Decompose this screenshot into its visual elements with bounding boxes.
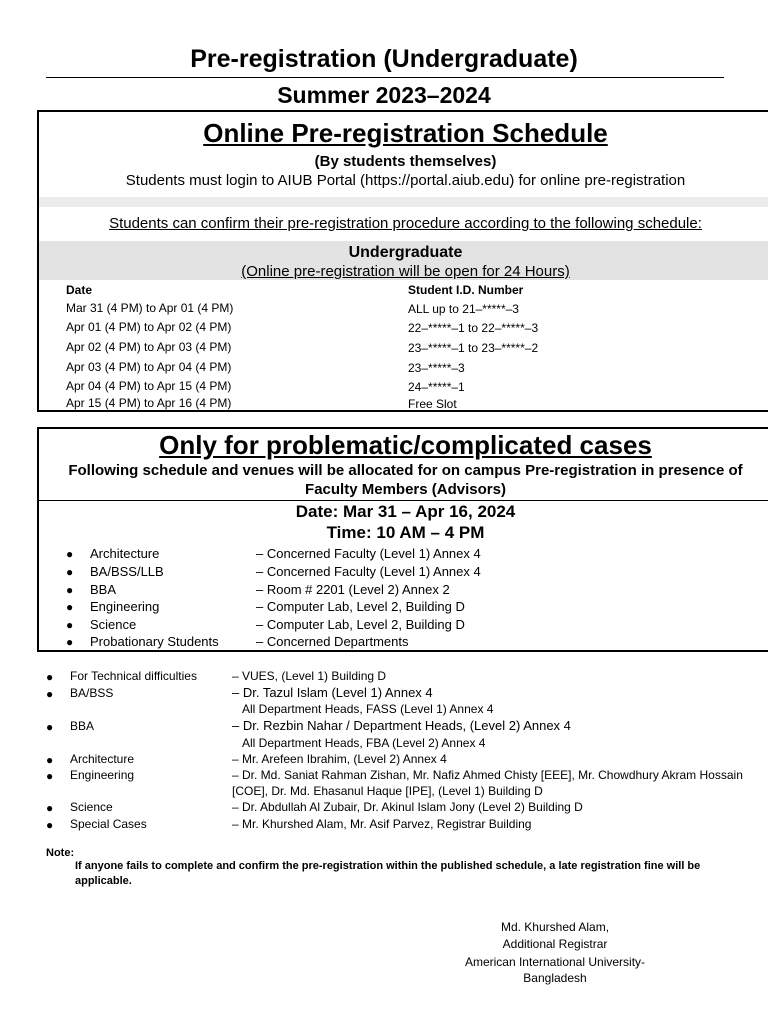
bullet-icon: ● [66,618,74,632]
contact-label: BA/BSS [70,686,114,700]
schedule-row-id: ALL up to 21–*****–3 [408,302,519,316]
problematic-cases-heading: Only for problematic/complicated cases [159,430,652,460]
contact-label: Science [70,800,113,814]
schedule-row-date: Mar 31 (4 PM) to Apr 01 (4 PM) [66,301,234,315]
open-24-hours-note: (Online pre-registration will be open for 24 Hours) [241,263,570,280]
date-column-header: Date [66,283,93,297]
term-title: Summer 2023–2024 [277,82,491,108]
schedule-row-id: 23–*****–1 to 23–*****–2 [408,341,539,355]
undergraduate-label: Undergraduate [348,244,463,261]
venue-location: – Concerned Faculty (Level 1) Annex 4 [256,546,481,561]
signatory-organization: American International University-Bangladesh [464,955,646,985]
bullet-icon: ● [46,670,54,684]
online-schedule-heading: Online Pre-registration Schedule [203,118,608,148]
schedule-row-date: Apr 04 (4 PM) to Apr 15 (4 PM) [66,379,232,393]
signatory-name: Md. Khurshed Alam, [500,920,610,934]
bullet-icon: ● [46,687,54,701]
schedule-row-id: 24–*****–1 [408,380,465,394]
confirm-schedule-note: Students can confirm their pre-registration procedure according to the following schedule: [109,215,702,232]
venue-dept: BBA [90,582,117,597]
venue-location: – Concerned Faculty (Level 1) Annex 4 [256,564,481,579]
contact-detail: All Department Heads, FBA (Level 2) Annex 4 [242,736,486,750]
signatory-title: Additional Registrar [502,937,608,951]
bullet-icon: ● [46,753,54,767]
contact-detail: – Dr. Rezbin Nahar / Department Heads, (Level 2) Annex 4 [232,718,571,733]
contact-detail: – Dr. Abdullah Al Zubair, Dr. Akinul Islam Jony (Level 2) Building D [232,800,583,814]
venue-dept: Science [90,617,137,632]
contact-detail: – Mr. Khurshed Alam, Mr. Asif Parvez, Registrar Building [232,817,532,831]
schedule-row-date: Apr 01 (4 PM) to Apr 02 (4 PM) [66,320,232,334]
bullet-icon: ● [46,769,54,783]
contact-detail: – VUES, (Level 1) Building D [232,669,387,683]
venue-dept: Probationary Students [90,634,219,649]
venue-dept: Architecture [90,546,160,561]
section-divider [39,500,768,501]
bullet-icon: ● [66,565,74,579]
note-text: If anyone fails to complete and confirm the pre-registration within the published schedule, a late registration fine will be applicable. [75,860,701,887]
contact-detail: – Dr. Md. Saniat Rahman Zishan, Mr. Nafiz Ahmed Chisty [EEE], Mr. Chowdhury Akram Hossain [232,768,743,782]
bullet-icon: ● [66,600,74,614]
bullet-icon: ● [66,583,74,597]
page-title: Pre-registration (Undergraduate) [190,45,578,73]
on-campus-note-line2: Faculty Members (Advisors) [305,481,506,498]
schedule-row-id: 23–*****–3 [408,361,465,375]
contact-label: Engineering [70,768,135,782]
by-students-note: (By students themselves) [314,153,497,170]
venue-dept: Engineering [90,599,160,614]
bullet-icon: ● [66,635,74,649]
contact-detail: – Dr. Tazul Islam (Level 1) Annex 4 [232,685,433,700]
id-column-header: Student I.D. Number [408,283,524,297]
bullet-icon: ● [46,720,54,734]
schedule-row-date: Apr 02 (4 PM) to Apr 03 (4 PM) [66,340,232,354]
schedule-row-id: Free Slot [408,397,457,411]
portal-login-note: Students must login to AIUB Portal (https://portal.aiub.edu) for online pre-registration [125,172,686,189]
schedule-row-date: Apr 03 (4 PM) to Apr 04 (4 PM) [66,360,232,374]
venue-location: – Computer Lab, Level 2, Building D [256,617,465,632]
contact-detail: All Department Heads, FASS (Level 1) Annex 4 [242,702,494,716]
contact-label: BBA [70,719,95,733]
on-campus-time: Time: 10 AM – 4 PM [326,523,485,542]
schedule-row-id: 22–*****–1 to 22–*****–3 [408,321,539,335]
venue-dept: BA/BSS/LLB [90,564,164,579]
contact-detail: [COE], Dr. Md. Ehasanul Haque [IPE], (Level 1) Building D [232,784,543,798]
contact-detail: – Mr. Arefeen Ibrahim, (Level 2) Annex 4 [232,752,447,766]
on-campus-note-line1: Following schedule and venues will be allocated for on campus Pre-registration in presence of [68,462,743,479]
note-label: Note: [46,847,75,859]
venue-location: – Room # 2201 (Level 2) Annex 2 [256,582,450,597]
bullet-icon: ● [46,818,54,832]
contact-label: Special Cases [70,817,147,831]
venue-location: – Concerned Departments [256,634,409,649]
venue-location: – Computer Lab, Level 2, Building D [256,599,465,614]
contact-label: For Technical difficulties [70,669,197,683]
on-campus-date: Date: Mar 31 – Apr 16, 2024 [295,502,516,521]
contact-label: Architecture [70,752,135,766]
bullet-icon: ● [46,801,54,815]
title-divider [46,77,724,78]
bullet-icon: ● [66,547,74,561]
shaded-band [39,197,768,207]
schedule-row-date: Apr 15 (4 PM) to Apr 16 (4 PM) [66,396,232,410]
